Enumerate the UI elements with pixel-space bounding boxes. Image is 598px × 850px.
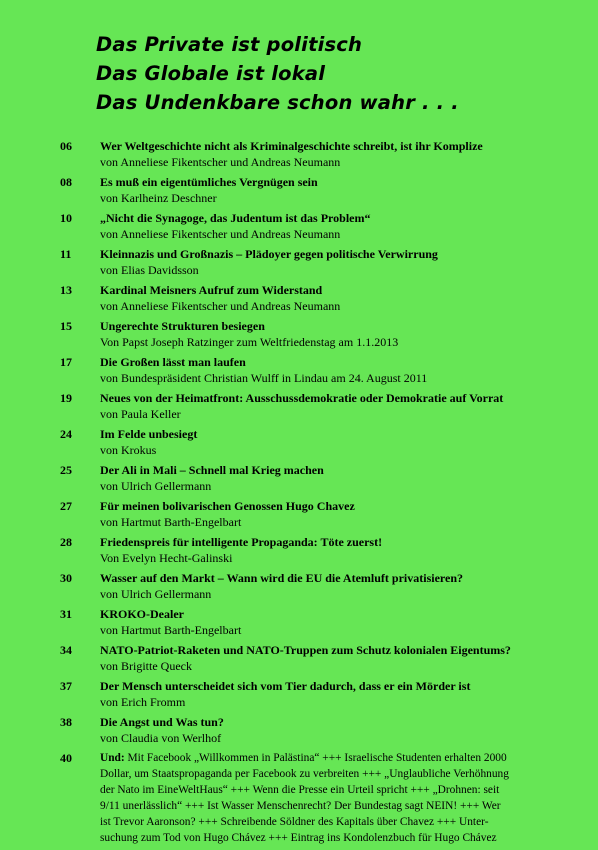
- toc-entry: [0, 570, 598, 602]
- page-number: 34: [60, 643, 72, 657]
- article-author: von Krokus: [100, 443, 157, 457]
- article-author: von Brigitte Queck: [100, 659, 192, 673]
- toc-entry: [0, 642, 598, 674]
- article-title: Wer Weltgeschichte nicht als Kriminalgeschichte schreibt, ist ihr Komplize: [100, 139, 483, 153]
- article-title: Der Mensch unterscheidet sich vom Tier dadurch, dass er ein Mörder ist: [100, 679, 471, 693]
- page-number: 06: [60, 139, 72, 153]
- article-author: von Ulrich Gellermann: [100, 479, 212, 493]
- article-title: Es muß ein eigentümliches Vergnügen sein: [100, 175, 318, 189]
- article-author: von Karlheinz Deschner: [100, 191, 217, 205]
- page-number: 08: [60, 175, 72, 189]
- toc-entry: [0, 678, 598, 710]
- misc-topics: [100, 750, 525, 846]
- toc-entry: [0, 462, 598, 494]
- article-title: Ungerechte Strukturen besiegen: [100, 319, 265, 333]
- article-author: von Hartmut Barth-Engelbart: [100, 623, 242, 637]
- article-author: von Anneliese Fikentscher und Andreas Neumann: [100, 227, 341, 241]
- page-number: 30: [60, 571, 72, 585]
- page-number: 27: [60, 499, 72, 513]
- misc-line: suchung zum Tod von Hugo Chávez +++ Eintrag ins Kondolenzbuch für Hugo Chávez: [100, 832, 497, 844]
- article-author: Von Evelyn Hecht-Galinski: [100, 551, 233, 565]
- article-author: von Ulrich Gellermann: [100, 587, 212, 601]
- page-number: 40: [60, 751, 72, 765]
- article-title: NATO-Patriot-Raketen und NATO-Truppen zum Schutz kolonialen Eigentums?: [100, 643, 511, 657]
- header-slogans: [96, 30, 459, 117]
- toc-entry: [0, 318, 598, 350]
- article-author: von Bundespräsident Christian Wulff in Lindau am 24. August 2011: [100, 371, 428, 385]
- page-number: 25: [60, 463, 72, 477]
- article-author: von Claudia von Werlhof: [100, 731, 222, 745]
- article-author: von Anneliese Fikentscher und Andreas Neumann: [100, 155, 341, 169]
- toc-entry: [0, 534, 598, 566]
- toc-entry: [0, 390, 598, 422]
- slogan-line: Das Private ist politisch: [96, 33, 363, 56]
- page-number: 37: [60, 679, 72, 693]
- article-author: von Paula Keller: [100, 407, 181, 421]
- toc-entry-misc: [0, 750, 598, 846]
- page-number: 10: [60, 211, 72, 225]
- article-title: „Nicht die Synagoge, das Judentum ist das Problem“: [100, 211, 371, 225]
- article-title: Im Felde unbesiegt: [100, 427, 198, 441]
- page-number: 17: [60, 355, 72, 369]
- article-title: Kleinnazis und Großnazis – Plädoyer gegen politische Verwirrung: [100, 247, 438, 261]
- toc-entry: [0, 210, 598, 242]
- article-title: Wasser auf den Markt – Wann wird die EU die Atemluft privatisieren?: [100, 571, 464, 585]
- article-author: Von Papst Joseph Ratzinger zum Weltfriedenstag am 1.1.2013: [100, 335, 399, 349]
- article-title: Friedenspreis für intelligente Propaganda: Töte zuerst!: [100, 535, 383, 549]
- toc-entry: [0, 606, 598, 638]
- misc-line: Mit Facebook „Willkommen in Palästina“ +++ Israelische Studenten erhalten 2000: [124, 752, 507, 764]
- table-of-contents: [0, 138, 598, 850]
- page-number: 31: [60, 607, 72, 621]
- misc-line: der Nato im EineWeltHaus“ +++ Wenn die Presse ein Urteil spricht +++ „Drohnen: seit: [100, 784, 500, 796]
- article-title: Die Großen lässt man laufen: [100, 355, 246, 369]
- toc-entry: [0, 282, 598, 314]
- toc-entry: [0, 714, 598, 746]
- page-number: 13: [60, 283, 72, 297]
- toc-entry: [0, 174, 598, 206]
- article-author: von Anneliese Fikentscher und Andreas Neumann: [100, 299, 341, 313]
- toc-entry: [0, 246, 598, 278]
- article-title: Kardinal Meisners Aufruf zum Widerstand: [100, 283, 323, 297]
- article-title: Neues von der Heimatfront: Ausschussdemokratie oder Demokratie auf Vorrat: [100, 391, 504, 405]
- page-number: 15: [60, 319, 72, 333]
- toc-entry: [0, 354, 598, 386]
- misc-line: Dollar, um Staatspropaganda per Facebook zu verbreiten +++ „Unglaubliche Verhöhnung: [100, 768, 509, 780]
- article-author: von Hartmut Barth-Engelbart: [100, 515, 242, 529]
- toc-entry: [0, 138, 598, 170]
- page-number: 24: [60, 427, 72, 441]
- article-title: KROKO-Dealer: [100, 607, 184, 621]
- article-title: Die Angst und Was tun?: [100, 715, 224, 729]
- page-number: 28: [60, 535, 72, 549]
- article-author: von Erich Fromm: [100, 695, 186, 709]
- page-number: 19: [60, 391, 72, 405]
- toc-entry: [0, 498, 598, 530]
- page-number: 38: [60, 715, 72, 729]
- slogan-line: Das Undenkbare schon wahr . . .: [96, 91, 459, 114]
- article-author: von Elias Davidsson: [100, 263, 199, 277]
- und-label: Und:: [100, 752, 125, 764]
- slogan-line: Das Globale ist lokal: [96, 62, 326, 85]
- article-title: Der Ali in Mali – Schnell mal Krieg machen: [100, 463, 324, 477]
- page-number: 11: [60, 247, 72, 261]
- toc-entry: [0, 426, 598, 458]
- misc-line: ist Trevor Aaronson? +++ Schreibende Söldner des Kapitals über Chavez +++ Unter-: [100, 816, 489, 828]
- misc-line: 9/11 unerlässlich“ +++ Ist Wasser Menschenrecht? Der Bundestag sagt NEIN! +++ Wer: [100, 800, 501, 812]
- article-title: Für meinen bolivarischen Genossen Hugo Chavez: [100, 499, 355, 513]
